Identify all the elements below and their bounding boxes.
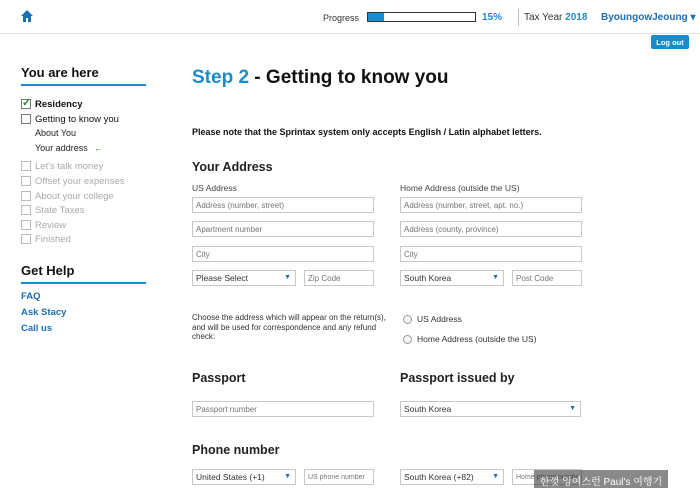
step-label: Offset your expenses <box>35 175 125 187</box>
step-label: Finished <box>35 233 71 245</box>
step-label: About your college <box>35 190 114 202</box>
us-state-select[interactable] <box>192 270 296 286</box>
title-text: - Getting to know you <box>249 67 449 88</box>
select-value: South Korea <box>404 273 452 283</box>
tax-year-value: 2018 <box>565 12 588 23</box>
step-label: State Taxes <box>35 204 85 216</box>
us-zip-input[interactable] <box>304 270 374 286</box>
sidebar-rule <box>21 84 146 86</box>
faq-link[interactable]: FAQ <box>21 291 41 302</box>
tax-year <box>524 12 587 23</box>
checkbox-icon <box>21 176 31 186</box>
watermark: 한껏 잉여스런 Paul's 여행기 <box>534 470 668 488</box>
divider <box>518 9 519 26</box>
us-street-input[interactable] <box>192 197 374 213</box>
progress-fill <box>368 13 384 21</box>
progress-percent: 15% <box>482 12 503 23</box>
caret-down-icon: ▼ <box>284 473 291 480</box>
caret-down-icon: ▼ <box>492 473 499 480</box>
logout-button[interactable]: Log out <box>651 35 689 49</box>
checkbox-icon <box>21 161 31 171</box>
substep-your-address[interactable] <box>35 143 103 153</box>
radio-icon <box>403 335 412 344</box>
alphabet-note: Please note that the Sprintax system only accepts English / Latin alphabet letters. <box>192 127 542 137</box>
phone-heading: Phone number <box>192 443 280 457</box>
radio-icon <box>403 315 412 324</box>
passport-heading: Passport <box>192 371 246 385</box>
page-title <box>192 67 449 89</box>
step-about-college <box>21 190 114 202</box>
help-rule <box>21 282 146 284</box>
radio-label: US Address <box>417 314 462 324</box>
us-address-label: US Address <box>192 183 237 193</box>
us-phone-input[interactable] <box>304 469 374 485</box>
checkbox-icon <box>21 191 31 201</box>
caret-down-icon: ▼ <box>284 274 291 281</box>
checkbox-icon <box>21 114 31 124</box>
step-number: Step 2 <box>192 67 250 88</box>
user-menu[interactable]: ByoungowJeoung ▾ <box>601 12 696 23</box>
step-lets-talk-money <box>21 160 103 172</box>
home-street-input[interactable] <box>400 197 582 213</box>
select-value: South Korea (+82) <box>404 472 474 482</box>
check-icon: ✓ <box>22 97 32 109</box>
passport-issued-heading: Passport issued by <box>400 371 515 385</box>
progress-bar <box>367 12 476 22</box>
us-city-input[interactable] <box>192 246 374 262</box>
arrow-left-icon: ← <box>93 143 103 153</box>
substep-about-you[interactable]: About You <box>35 128 77 138</box>
step-label: Let's talk money <box>35 160 104 172</box>
select-value: Please Select <box>196 273 248 283</box>
home-country-select[interactable] <box>400 270 504 286</box>
address-heading: Your Address <box>192 160 273 174</box>
us-apartment-input[interactable] <box>192 221 374 237</box>
progress-label: Progress <box>323 13 360 23</box>
checkbox-checked-icon <box>21 99 31 109</box>
caret-down-icon: ▼ <box>492 274 499 281</box>
sidebar-title: You are here <box>21 65 99 80</box>
us-phone-code-select[interactable] <box>192 469 296 485</box>
address-choice-text: Choose the address which will appear on the return(s), and will be used for correspondence and any refund check: <box>192 313 386 341</box>
home-phone-code-select[interactable] <box>400 469 504 485</box>
help-title: Get Help <box>21 263 75 278</box>
step-getting-to-know-you[interactable] <box>21 113 119 125</box>
passport-number-input[interactable] <box>192 401 374 417</box>
substep-label: Your address <box>35 143 88 153</box>
top-bar <box>0 0 700 34</box>
checkbox-icon <box>21 234 31 244</box>
radio-label: Home Address (outside the US) <box>417 334 537 344</box>
step-label: Residency <box>35 98 83 110</box>
caret-down-icon: ▼ <box>569 405 576 412</box>
select-value: South Korea <box>404 404 452 414</box>
step-label: Getting to know you <box>35 113 119 125</box>
home-city-input[interactable] <box>400 246 582 262</box>
passport-country-select[interactable] <box>400 401 581 417</box>
step-residency[interactable] <box>21 98 83 110</box>
home-county-input[interactable] <box>400 221 582 237</box>
radio-us-address[interactable] <box>403 314 462 324</box>
radio-home-address[interactable] <box>403 334 537 344</box>
checkbox-icon <box>21 205 31 215</box>
step-finished <box>21 233 71 245</box>
checkbox-icon <box>21 220 31 230</box>
step-label: Review <box>35 219 67 231</box>
step-review <box>21 219 66 231</box>
home-address-label: Home Address (outside the US) <box>400 183 520 193</box>
select-value: United States (+1) <box>196 472 265 482</box>
step-offset-expenses <box>21 175 125 187</box>
home-post-input[interactable] <box>512 270 582 286</box>
home-icon[interactable] <box>20 9 34 23</box>
step-state-taxes <box>21 204 84 216</box>
ask-stacy-link[interactable]: Ask Stacy <box>21 307 67 318</box>
tax-year-label: Tax Year <box>524 12 563 23</box>
call-us-link[interactable]: Call us <box>21 323 53 334</box>
